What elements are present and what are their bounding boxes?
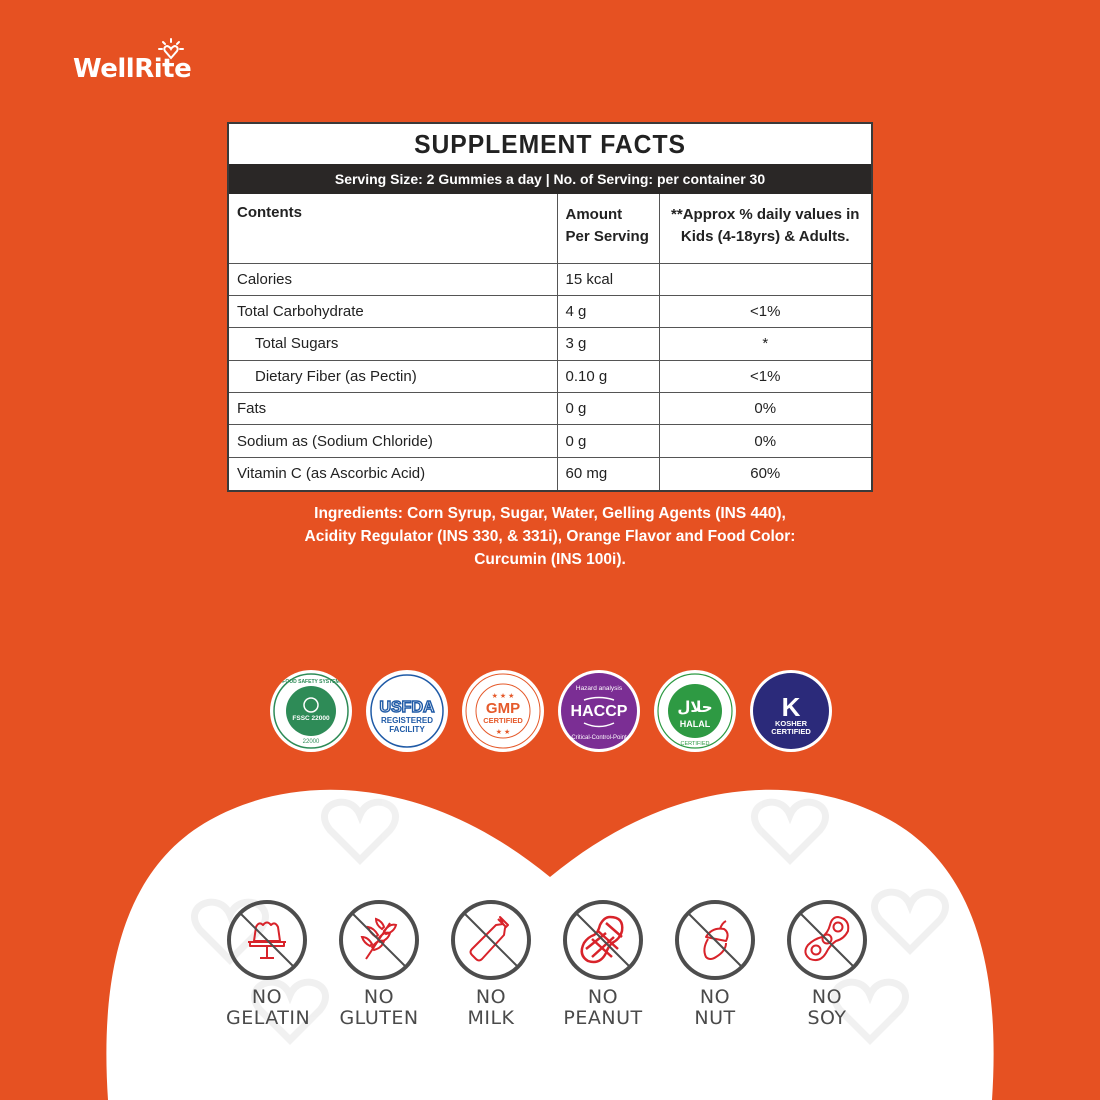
header-daily-line1: **Approx % daily values in — [671, 206, 860, 223]
free-from-soy — [786, 899, 868, 1029]
free-from-nut — [674, 899, 756, 1029]
free-from-label: NO NUT — [694, 986, 736, 1029]
svg-text:Hazard analysis: Hazard analysis — [575, 685, 623, 692]
svg-text:KOSHER: KOSHER — [774, 719, 808, 728]
table-row — [229, 295, 871, 327]
halal-badge — [654, 670, 736, 752]
nutrient-daily — [659, 263, 871, 295]
soybean-icon — [786, 899, 868, 981]
header-daily-value — [659, 194, 871, 263]
free-from-list — [226, 899, 868, 1029]
nutrient-amount: 4 g — [557, 295, 659, 327]
header-daily-line2: Kids (4-18yrs) & Adults. — [680, 228, 850, 245]
svg-text:FACILITY: FACILITY — [389, 725, 425, 734]
nutrient-daily: 0% — [659, 425, 871, 457]
svg-text:REGISTERED: REGISTERED — [380, 716, 434, 725]
header-amount — [557, 194, 659, 263]
table-row — [229, 360, 871, 392]
gmp-badge — [462, 670, 544, 752]
table-header-row — [229, 194, 871, 263]
free-from-label: NO MILK — [467, 986, 515, 1029]
nutrient-name: Calories — [229, 263, 557, 295]
free-from-milk — [450, 899, 532, 1029]
svg-text:★ ★: ★ ★ — [495, 729, 511, 736]
free-from-label: NO GELATIN — [226, 986, 311, 1029]
header-contents: Contents — [237, 204, 302, 221]
certification-badges — [270, 670, 832, 752]
free-from-gelatin — [226, 899, 311, 1029]
free-from-peanut — [562, 899, 644, 1029]
nutrient-amount: 15 kcal — [557, 263, 659, 295]
supplement-facts-panel — [227, 122, 873, 492]
header-amount-line1: Amount — [565, 206, 623, 223]
svg-text:GMP: GMP — [485, 700, 521, 717]
table-row — [229, 393, 871, 425]
fssc-22000-icon — [270, 670, 352, 752]
ingredients-text — [250, 502, 850, 571]
peanut-icon — [562, 899, 644, 981]
free-from-label: NO PEANUT — [563, 986, 643, 1029]
nutrient-name: Fats — [229, 393, 557, 425]
acorn-icon — [674, 899, 756, 981]
brand-name: WellRite — [73, 54, 192, 84]
svg-text:USFDA: USFDA — [379, 699, 435, 716]
svg-text:حلال: حلال — [677, 698, 713, 716]
nutrient-name: Dietary Fiber (as Pectin) — [229, 360, 557, 392]
haccp-badge — [558, 670, 640, 752]
wellrite-logo — [73, 38, 223, 90]
wheat-icon — [338, 899, 420, 981]
haccp-icon — [558, 670, 640, 752]
svg-text:Critical-Control-Point: Critical-Control-Point — [571, 735, 627, 741]
svg-text:★ ★ ★: ★ ★ ★ — [491, 693, 515, 700]
ingredients-line: Curcumin (INS 100i). — [474, 551, 626, 568]
header-amount-line2: Per Serving — [565, 228, 649, 245]
nutrient-amount: 0 g — [557, 425, 659, 457]
svg-text:HACCP: HACCP — [570, 703, 628, 720]
nutrient-daily: 60% — [659, 457, 871, 489]
nutrient-name: Total Carbohydrate — [229, 295, 557, 327]
halal-icon — [654, 670, 736, 752]
svg-text:HALAL: HALAL — [679, 719, 711, 729]
table-row — [229, 328, 871, 360]
free-from-label: NO SOY — [807, 986, 847, 1029]
svg-text:CERTIFIED: CERTIFIED — [680, 741, 710, 747]
nutrient-daily: <1% — [659, 360, 871, 392]
svg-text:22000: 22000 — [302, 739, 320, 745]
free-from-label: NO GLUTEN — [339, 986, 419, 1029]
nutrient-amount: 0.10 g — [557, 360, 659, 392]
free-from-gluten — [338, 899, 420, 1029]
nutrient-daily: * — [659, 328, 871, 360]
ingredients-line: Acidity Regulator (INS 330, & 331i), Orange Flavor and Food Color: — [304, 528, 796, 545]
gmp-certified-icon — [462, 670, 544, 752]
usfda-badge — [366, 670, 448, 752]
gelatin-icon — [226, 899, 308, 981]
kosher-badge — [750, 670, 832, 752]
facts-table — [229, 194, 871, 490]
usfda-icon — [366, 670, 448, 752]
nutrient-amount: 3 g — [557, 328, 659, 360]
kosher-icon — [750, 670, 832, 752]
nutrient-name: Vitamin C (as Ascorbic Acid) — [229, 457, 557, 489]
serving-info: Serving Size: 2 Gummies a day | No. of Serving: per container 30 — [229, 164, 871, 194]
facts-title: SUPPLEMENT FACTS — [414, 129, 686, 159]
nutrient-name: Sodium as (Sodium Chloride) — [229, 425, 557, 457]
nutrient-daily: 0% — [659, 393, 871, 425]
table-row — [229, 263, 871, 295]
nutrient-daily: <1% — [659, 295, 871, 327]
table-row — [229, 425, 871, 457]
ingredients-line: Ingredients: Corn Syrup, Sugar, Water, Gelling Agents (INS 440), — [314, 505, 786, 522]
svg-text:FOOD SAFETY SYSTEM: FOOD SAFETY SYSTEM — [282, 679, 340, 685]
svg-text:FSSC 22000: FSSC 22000 — [292, 715, 330, 722]
fssc-badge — [270, 670, 352, 752]
nutrient-amount: 60 mg — [557, 457, 659, 489]
nutrient-amount: 0 g — [557, 393, 659, 425]
svg-text:CERTIFIED: CERTIFIED — [483, 716, 523, 725]
svg-text:CERTIFIED: CERTIFIED — [771, 727, 811, 736]
milk-bottle-icon — [450, 899, 532, 981]
table-row — [229, 457, 871, 489]
nutrient-name: Total Sugars — [229, 328, 557, 360]
svg-text:K: K — [781, 692, 801, 722]
